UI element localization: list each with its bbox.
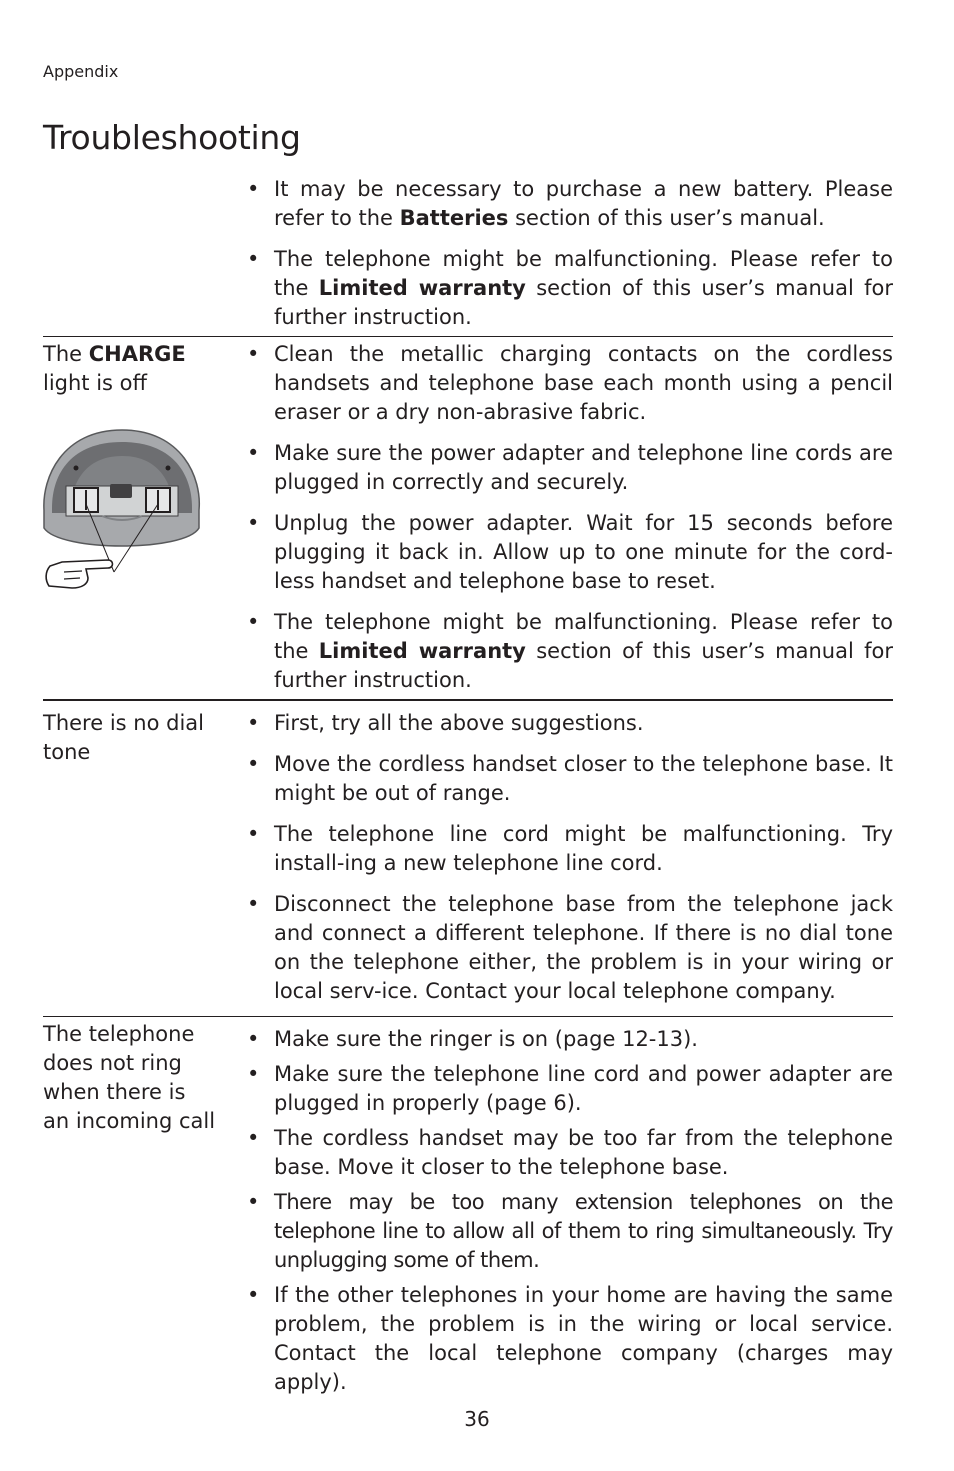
list-item: • First, try all the above suggestions. [245,709,893,738]
batteries-reference: Batteries [399,206,509,230]
list-item: • Make sure the telephone line cord and power adapter are plugged in properly (page 6). [245,1060,893,1118]
list-item: • There may be too many extension telephones on the telephone line to allow all of them to ring simultaneously. Try unplugging some of them. [245,1188,893,1275]
section-label: Appendix [43,62,119,81]
list-item: • Unplug the power adapter. Wait for 15 seconds before plugging it back in. Allow up to one minute for the cord-less handset and telephone base to reset. [245,509,893,596]
row-divider [43,699,893,701]
list-item: • The cordless handset may be too far from the telephone base. Move it closer to the telephone base. [245,1124,893,1182]
row-0-solutions [245,175,893,344]
row-1-solutions [245,340,893,707]
list-item: • The telephone might be malfunctioning. Please refer to the Limited warranty section of this user’s manual for further instruction. [245,245,893,332]
list-item: • The telephone might be malfunctioning. Please refer to the Limited warranty section of this user’s manual for further instruction. [245,608,893,695]
list-item: • Make sure the power adapter and telephone line cords are plugged in correctly and securely. [245,439,893,497]
list-item: • Clean the metallic charging contacts on the cordless handsets and telephone base each month using a pencil eraser or a dry non-abrasive fabric. [245,340,893,427]
page-number: 36 [464,1407,490,1431]
list-item: • If the other telephones in your home are having the same problem, the problem is in the wiring or local service. Contact the local telephone company (charges may apply). [245,1281,893,1397]
row-divider [43,336,893,337]
charger-base-icon [42,428,202,594]
row-3-problem: The telephone does not ring when there is an incoming call [43,1022,216,1133]
row-2-solutions [245,709,893,1018]
row-2-problem: There is no dial tone [43,711,204,764]
list-item: • The telephone line cord might be malfunctioning. Try install-ing a new telephone line cord. [245,820,893,878]
list-item: • Make sure the ringer is on (page 12-13). [245,1025,893,1054]
row-divider [43,1016,893,1017]
page-title: Troubleshooting [43,118,301,157]
list-item: • It may be necessary to purchase a new battery. Please refer to the Batteries section of this user’s manual. [245,175,893,233]
row-1-problem: The CHARGE light is off [43,342,186,395]
limited-warranty-reference: Limited warranty [318,639,526,663]
list-item: • Move the cordless handset closer to the telephone base. It might be out of range. [245,750,893,808]
list-item: • Disconnect the telephone base from the telephone jack and connect a different telephone. If there is no dial tone on the telephone either, the problem is in your wiring or local serv-ice. Contact your local telephone company. [245,890,893,1006]
limited-warranty-reference: Limited warranty [318,276,526,300]
pointing-hand-icon [46,560,112,588]
row-3-solutions [245,1025,893,1403]
